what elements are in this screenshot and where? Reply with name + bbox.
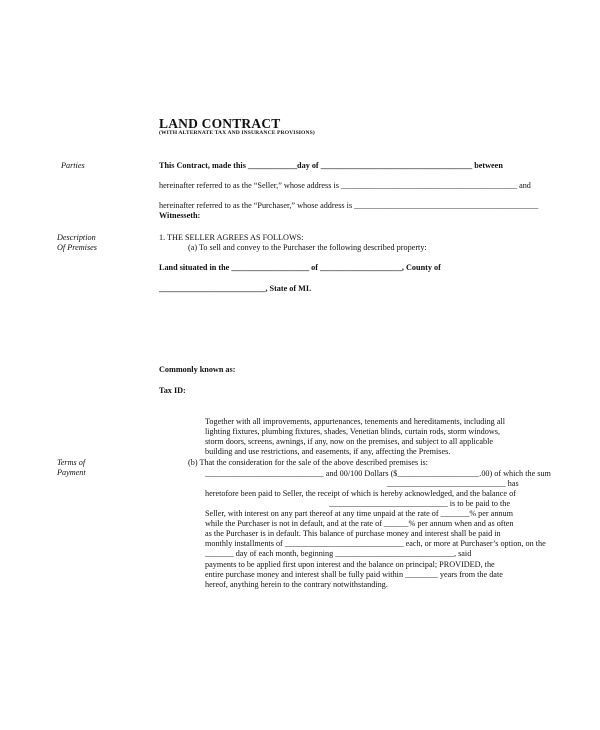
document-title: LAND CONTRACT [159, 116, 281, 131]
margin-heading-parties: Parties [61, 161, 85, 170]
margin-heading-terms: Terms of [57, 458, 86, 467]
item-b-line-10: _______ day of each month, beginning _____________________________, said [205, 549, 472, 558]
parties-line-2: hereinafter referred to as the “Seller,” whose address is ___________________________________________ and [159, 181, 531, 190]
item-b-line-11: payments to be applied first upon interest and the balance on principal; PROVIDED, the [205, 560, 495, 569]
item-b-line-1: (b) That the consideration for the sale of the above described premises is: [188, 458, 428, 467]
item-b-line-9: monthly installments of _____________________________ each, or more at Purchaser’s option, on the [205, 539, 546, 548]
document-subtitle: (WITH ALTERNATE TAX AND INSURANCE PROVISIONS) [159, 130, 315, 136]
item-b-line-3: _____________________________ has [387, 479, 519, 488]
section-1-heading: 1. THE SELLER AGREES AS FOLLOWS: [159, 233, 304, 242]
land-situated-line: Land situated in the ___________________ of ____________________, County of [159, 263, 441, 272]
item-b-line-13: hereof, anything herein to the contrary notwithstanding. [205, 580, 388, 589]
section-1-item-a: (a) To sell and convey to the Purchaser the following described property: [188, 243, 427, 252]
item-b-line-8: as the Purchaser is in default. This balance of purchase money and interest shall be paid in [205, 529, 501, 538]
item-b-line-4: heretofore been paid to Seller, the receipt of which is hereby acknowledged, and the balance of [205, 489, 516, 498]
parties-line-1 [159, 160, 503, 171]
margin-heading-description: Description [57, 233, 96, 242]
item-b-line-12: entire purchase money and interest shall be fully paid within ________ years from the date [205, 570, 503, 579]
witnesseth: Witnesseth: [159, 211, 201, 220]
state-line: __________________________, State of MI. [159, 284, 312, 293]
parties-line-3: hereinafter referred to as the “Purchaser,” whose address is _____________________________________________ [159, 201, 539, 210]
tax-id: Tax ID: [159, 386, 186, 395]
item-b-line-5: _____________________________ is to be paid to the [329, 499, 511, 508]
improvements-line-1: Together with all improvements, appurtenances, tenements and hereditaments, including all [205, 417, 505, 426]
commonly-known-as: Commonly known as: [159, 365, 236, 374]
improvements-line-4: building and use restrictions, and easements, if any, affecting the Premises. [205, 447, 451, 456]
margin-heading-payment: Payment [57, 468, 86, 477]
parties-line-1-text: This Contract, made this ____________day of _____________________________________ between [159, 161, 503, 170]
improvements-line-2: lighting fixtures, plumbing fixtures, shades, Venetian blinds, curtain rods, storm windows, [205, 427, 501, 436]
improvements-line-3: storm doors, screens, awnings, if any, now on the premises, and subject to all applicable [205, 437, 494, 446]
item-b-line-7: while the Purchaser is not in default, and at the rate of ______% per annum when and as often [205, 519, 514, 528]
margin-heading-premises: Of Premises [57, 243, 97, 252]
item-b-line-6: Seller, with interest on any part thereof at any time unpaid at the rate of _______% per annum [205, 509, 513, 518]
item-b-line-2: _____________________________ and 00/100 Dollars ($____________________.00) of which the sum [205, 469, 551, 478]
